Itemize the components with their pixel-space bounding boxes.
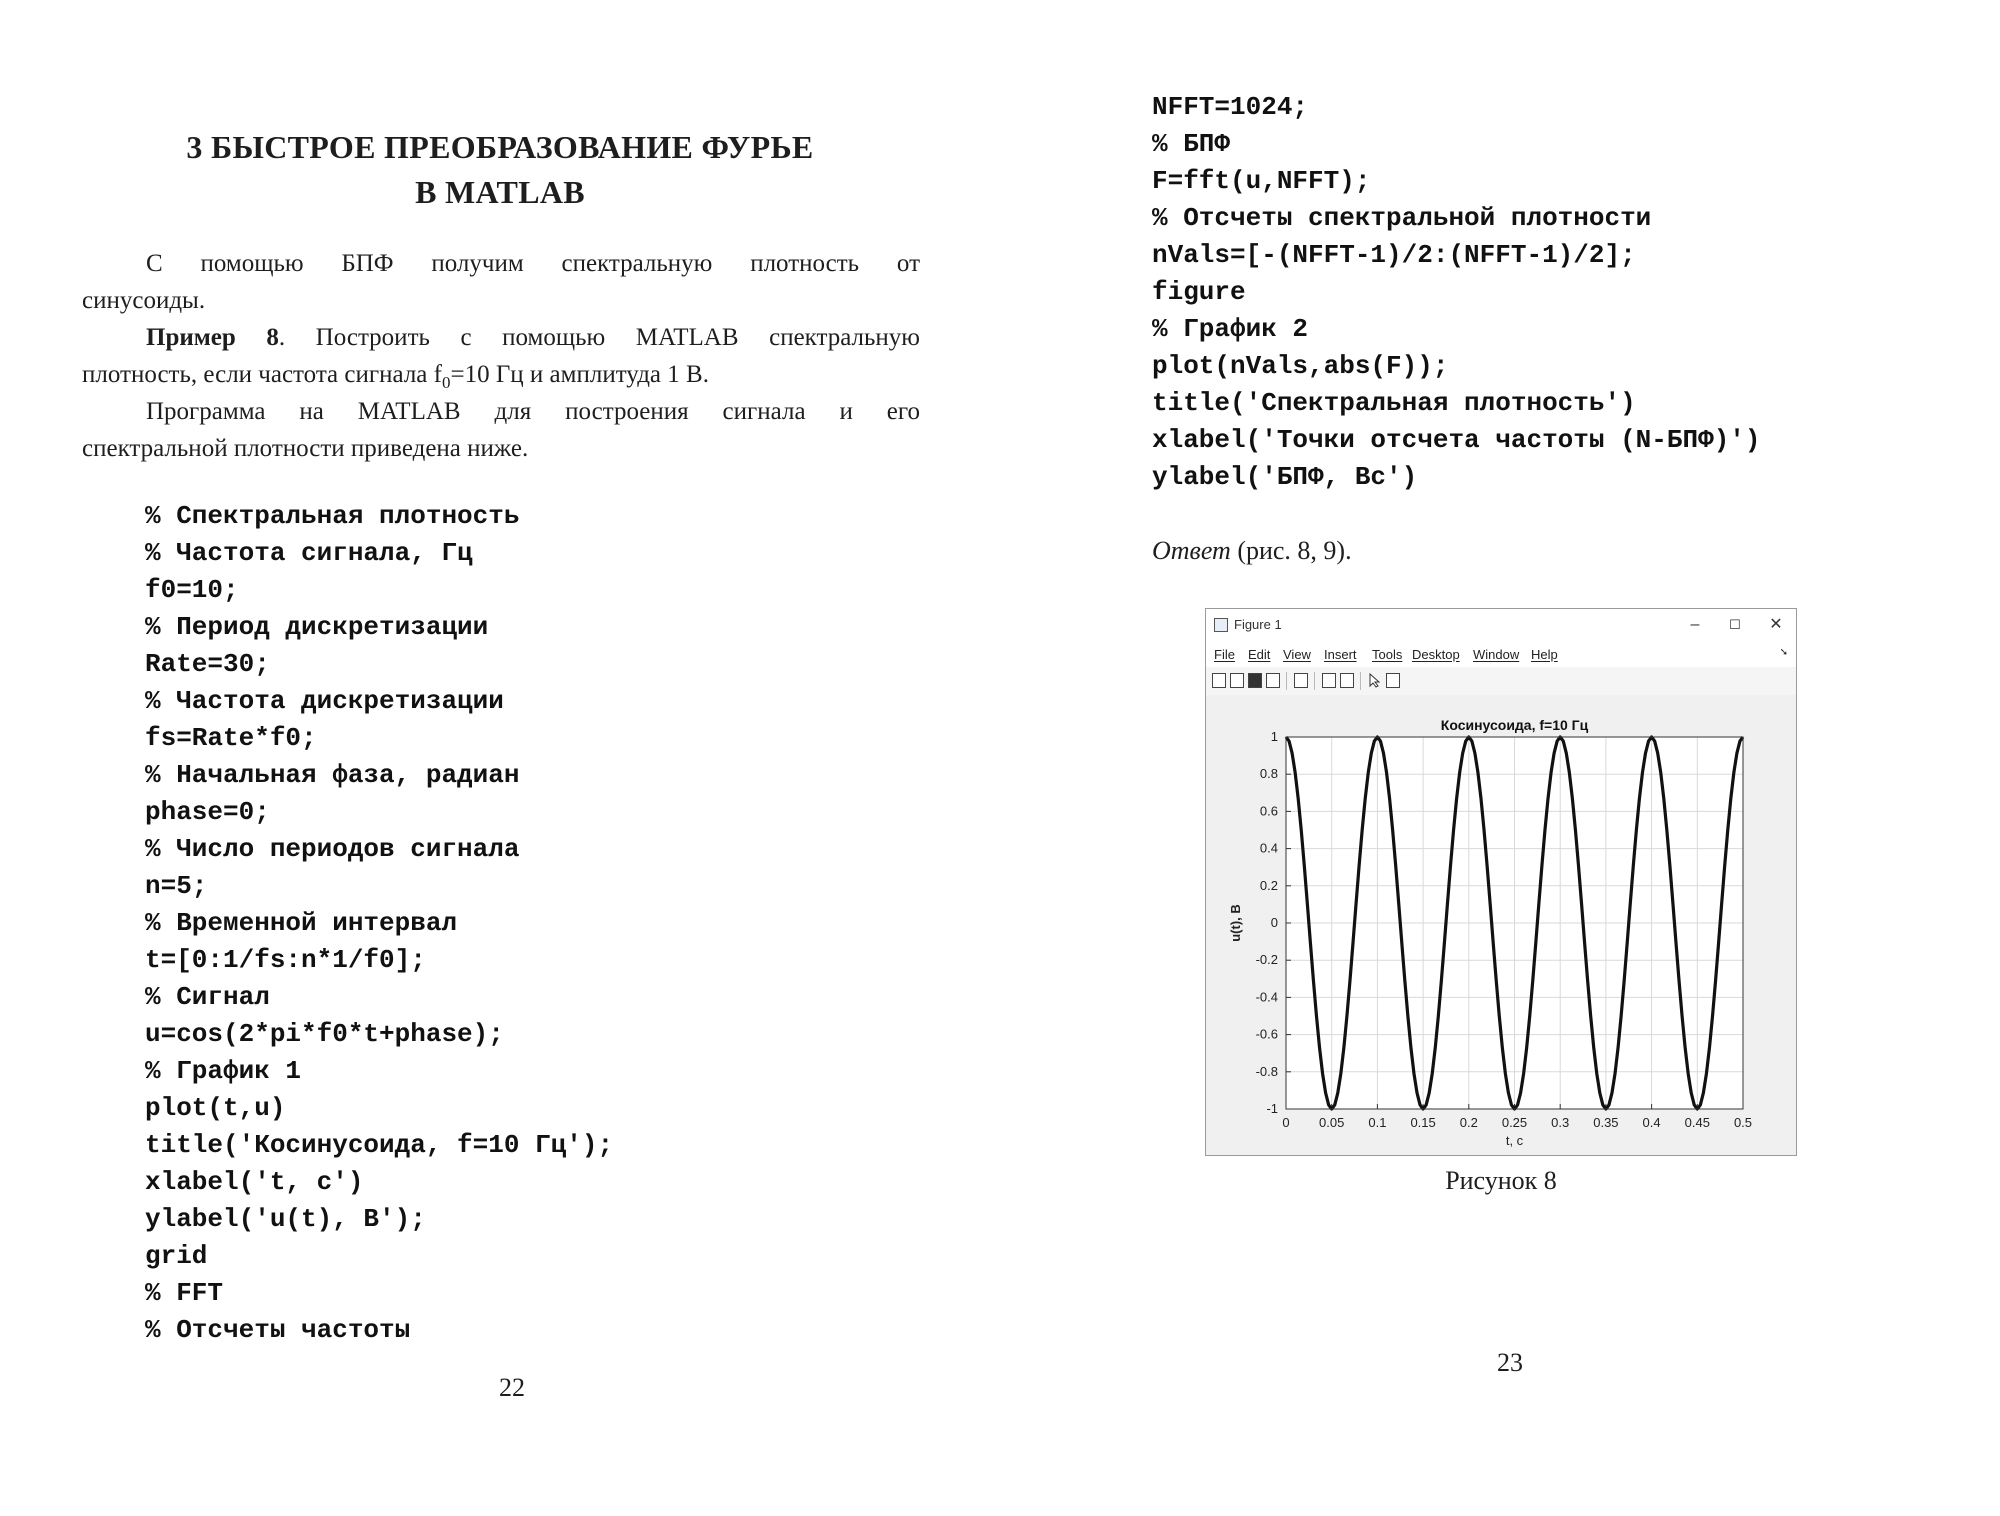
x-tick-label: 0.5 (1733, 1115, 1753, 1130)
toolbar-separator (1360, 672, 1361, 690)
link-plot-icon[interactable] (1294, 673, 1308, 688)
right-code-line: NFFT=1024; (1152, 92, 1309, 122)
y-tick-label: -0.8 (1255, 1063, 1278, 1079)
left-code-line: % График 1 (145, 1056, 302, 1086)
left-code-line: % Начальная фаза, радиан (145, 760, 520, 790)
example-text: . Построить с помощью MATLAB спектральную (278, 324, 920, 351)
matlab-figure-icon (1214, 618, 1228, 632)
y-tick-label: 0.2 (1259, 877, 1278, 893)
figure-caption: Рисунок 8 (1445, 1166, 1557, 1195)
menu-window[interactable]: Window (1473, 647, 1520, 662)
code-listing-left (145, 498, 613, 1349)
y-tick-label: -0.6 (1255, 1026, 1278, 1042)
figure-titlebar (1206, 609, 1796, 643)
x-tick-label: 0.25 (1501, 1115, 1528, 1130)
y-tick-label: 0 (1270, 915, 1278, 930)
subscript-zero: 0 (441, 373, 451, 392)
x-tick-label: 0.35 (1593, 1115, 1619, 1130)
maximize-button[interactable]: ☐ (1729, 617, 1741, 632)
left-code-line: grid (145, 1241, 208, 1271)
plot-area (1206, 695, 1796, 1155)
y-tick-label: -0.2 (1255, 952, 1278, 968)
left-code-line: ylabel('u(t), B'); (145, 1204, 426, 1234)
y-tick-label: 0.6 (1259, 803, 1278, 819)
cosine-chart (1206, 695, 1796, 1155)
left-code-line: Rate=30; (145, 649, 270, 679)
y-tick-label: -0.4 (1255, 989, 1278, 1005)
y-tick-label: 0.8 (1259, 766, 1278, 782)
left-code-line: fs=Rate*f0; (145, 723, 317, 753)
heading-line-2: В MATLAB (415, 174, 585, 210)
page-number-left: 22 (499, 1373, 525, 1402)
new-figure-icon[interactable] (1212, 673, 1226, 688)
left-code-line: u=cos(2*pi*f0*t+phase); (145, 1019, 504, 1049)
left-code-line: % Число периодов сигнала (145, 834, 520, 864)
example-text-part-1: плотность, если частота сигнала f (82, 361, 442, 388)
answer-label: Ответ (1152, 536, 1231, 565)
print-icon[interactable] (1266, 673, 1280, 688)
colorbar-icon[interactable] (1322, 673, 1336, 688)
y-tick-label: 0.4 (1259, 840, 1278, 856)
answer-text: (рис. 8, 9). (1230, 536, 1352, 565)
example-label: Пример 8 (146, 324, 279, 351)
x-tick-label: 0.1 (1368, 1115, 1387, 1130)
paragraph-intro (82, 245, 920, 319)
right-code-line: nVals=[-(NFFT-1)/2:(NFFT-1)/2]; (1152, 240, 1636, 270)
left-code-line: % FFT (145, 1278, 224, 1308)
x-tick-label: 0.15 (1410, 1115, 1436, 1130)
page-number-right: 23 (1497, 1348, 1523, 1377)
left-code-line: f0=10; (145, 575, 239, 605)
y-axis-label: u(t), B (1228, 904, 1243, 942)
left-code-line: t=[0:1/fs:n*1/f0]; (145, 945, 426, 975)
figure-toolbar (1206, 667, 1796, 696)
example-text-part-2: =10 Гц и амплитуда 1 В. (450, 361, 709, 388)
figure-title: Figure 1 (1234, 617, 1282, 632)
menu-desktop[interactable]: Desktop (1412, 647, 1460, 662)
menu-tools[interactable]: Tools (1372, 647, 1403, 662)
paragraph-intro-line-2: синусоиды. (82, 287, 206, 314)
figure-menubar (1206, 643, 1796, 667)
left-code-line: xlabel('t, c') (145, 1167, 364, 1197)
left-code-line: % Временной интервал (145, 908, 458, 938)
right-code-line: figure (1152, 277, 1246, 307)
left-code-line: n=5; (145, 871, 208, 901)
x-axis-label: t, c (1505, 1133, 1524, 1148)
toolbar-separator (1314, 672, 1315, 690)
menu-view[interactable]: View (1283, 647, 1311, 662)
left-code-line: % Период дискретизации (145, 612, 489, 642)
menu-file[interactable]: File (1214, 647, 1235, 662)
paragraph-example (82, 319, 920, 401)
close-button[interactable]: ✕ (1769, 616, 1783, 633)
menu-overflow-icon[interactable]: ➘ (1779, 647, 1788, 658)
x-tick-label: 0.45 (1684, 1115, 1710, 1130)
matlab-figure-window (1205, 608, 1797, 1156)
paragraph-program-line-1: Программа на MATLAB для построения сигнала и его (146, 398, 920, 425)
open-file-icon[interactable] (1230, 673, 1244, 688)
right-code-line: % БПФ (1152, 129, 1231, 159)
paragraph-intro-line-1: С помощью БПФ получим спектральную плотность от (146, 250, 920, 277)
x-tick-label: 0.05 (1319, 1115, 1345, 1130)
right-page (1000, 0, 2000, 1516)
pointer-icon[interactable] (1368, 673, 1382, 688)
y-tick-label: -1 (1266, 1101, 1278, 1116)
code-listing-right (1152, 89, 1761, 496)
x-tick-label: 0.4 (1642, 1115, 1661, 1130)
left-code-line: % Сигнал (145, 982, 270, 1012)
menu-insert[interactable]: Insert (1324, 647, 1357, 662)
x-tick-label: 0.2 (1459, 1115, 1478, 1130)
right-code-line: title('Спектральная плотность') (1152, 388, 1636, 418)
legend-icon[interactable] (1340, 673, 1354, 688)
left-code-line: % Спектральная плотность (145, 501, 520, 531)
right-code-line: ylabel('БПФ, Вс') (1152, 462, 1418, 492)
right-code-line: F=fft(u,NFFT); (1152, 166, 1371, 196)
right-code-line: plot(nVals,abs(F)); (1152, 351, 1449, 381)
paragraph-program (82, 393, 920, 467)
left-code-line: % Отсчеты частоты (145, 1315, 411, 1345)
answer-line (1152, 532, 1352, 569)
paragraph-example-line-1 (82, 319, 920, 356)
heading-line-1: 3 БЫСТРОЕ ПРЕОБРАЗОВАНИЕ ФУРЬЕ (186, 129, 814, 165)
menu-help[interactable]: Help (1531, 647, 1558, 662)
left-code-line: plot(t,u) (145, 1093, 286, 1123)
y-tick-label: 1 (1270, 729, 1278, 744)
section-heading (120, 125, 880, 215)
property-inspector-icon[interactable] (1386, 673, 1400, 688)
left-code-line: % Частота дискретизации (145, 686, 504, 716)
paragraph-program-line-2: спектральной плотности приведена ниже. (82, 435, 529, 462)
menu-edit[interactable]: Edit (1248, 647, 1271, 662)
left-code-line: title('Косинусоида, f=10 Гц'); (145, 1130, 614, 1160)
right-code-line: % Отсчеты спектральной плотности (1152, 203, 1652, 233)
left-code-line: phase=0; (145, 797, 270, 827)
x-tick-label: 0.3 (1551, 1115, 1570, 1130)
toolbar-separator (1286, 672, 1287, 690)
save-icon[interactable] (1248, 673, 1262, 688)
left-code-line: % Частота сигнала, Гц (145, 538, 473, 568)
minimize-button[interactable]: – (1690, 616, 1700, 633)
right-code-line: % График 2 (1152, 314, 1309, 344)
chart-title: Косинусоида, f=10 Гц (1440, 717, 1589, 733)
right-code-line: xlabel('Точки отсчета частоты (N-БПФ)') (1152, 425, 1761, 455)
x-tick-label: 0 (1282, 1115, 1290, 1130)
